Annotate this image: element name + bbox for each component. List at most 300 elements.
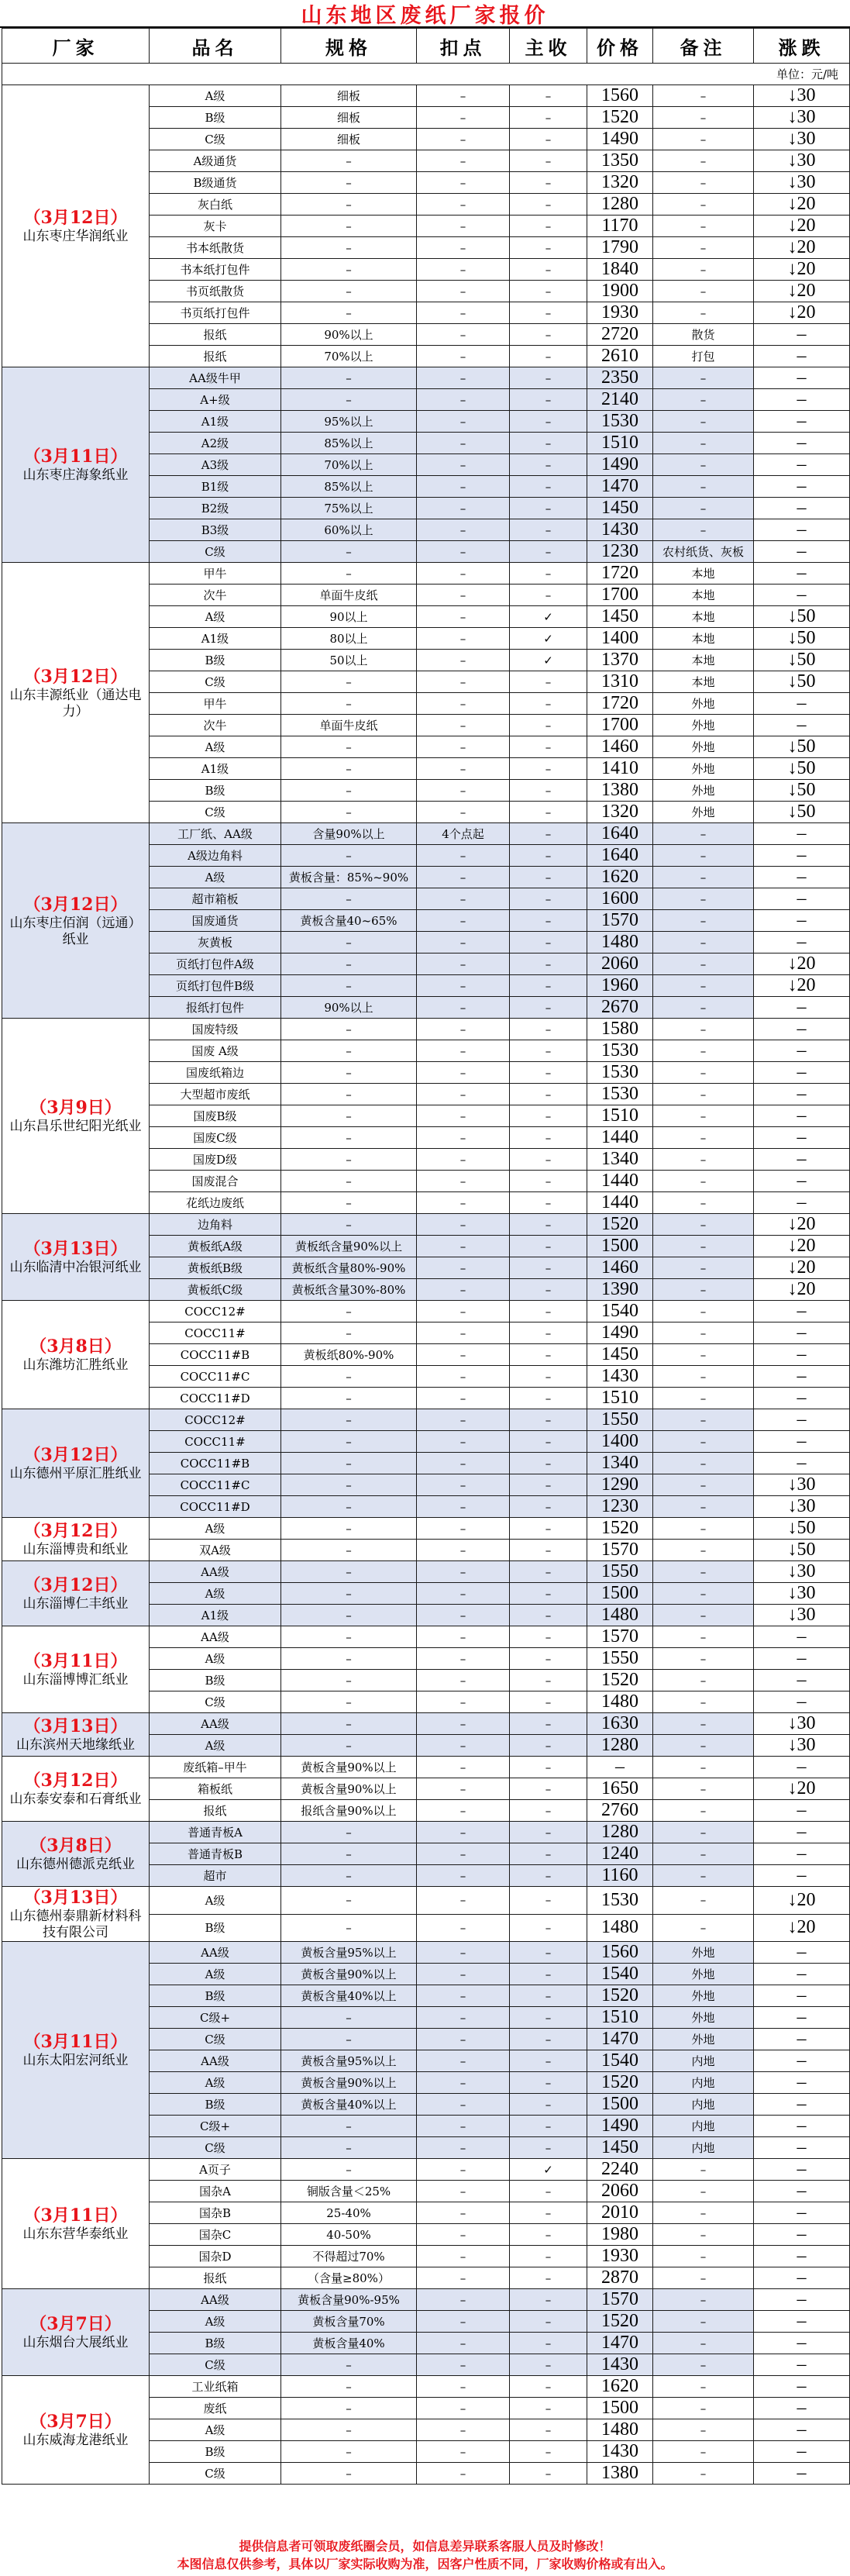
note: – xyxy=(653,1518,754,1540)
company-name: 山东德州德派克纸业 xyxy=(16,1857,135,1872)
deduction: – xyxy=(417,1474,510,1496)
price: 1450 xyxy=(587,498,653,519)
price-change: – xyxy=(754,2354,850,2376)
price-change: – xyxy=(754,2202,850,2224)
quote-date: （3月8日） xyxy=(29,1336,122,1357)
main-flag: – xyxy=(510,693,587,715)
main-flag: – xyxy=(510,1171,587,1192)
price-change: ↓30 xyxy=(754,1583,850,1605)
price-change: – xyxy=(754,693,850,715)
price: 1400 xyxy=(587,1431,653,1453)
spec: 70%以上 xyxy=(281,346,417,367)
price-change: ↓30 xyxy=(754,172,850,194)
spec: – xyxy=(281,2354,417,2376)
main-flag: – xyxy=(510,389,587,411)
spec: 95%以上 xyxy=(281,411,417,433)
deduction: – xyxy=(417,1561,510,1583)
header-note: 备注 xyxy=(653,29,754,64)
price: 1380 xyxy=(587,2463,653,2485)
deduction: – xyxy=(417,1257,510,1279)
spec: 25-40% xyxy=(281,2202,417,2224)
spec: 85%以上 xyxy=(281,433,417,454)
price-change: ↓30 xyxy=(754,1561,850,1583)
table-row xyxy=(2,1942,850,1964)
table-row xyxy=(2,1822,850,1843)
spec: 黄板含量90%以上 xyxy=(281,1778,417,1800)
note: – xyxy=(653,1561,754,1583)
main-flag: – xyxy=(510,1279,587,1301)
main-flag: – xyxy=(510,107,587,129)
price: – xyxy=(587,1757,653,1778)
spec: – xyxy=(281,1605,417,1626)
note: – xyxy=(653,259,754,281)
note: – xyxy=(653,411,754,433)
main-flag: – xyxy=(510,2398,587,2419)
product-name: AA级 xyxy=(150,2289,281,2311)
spec: – xyxy=(281,389,417,411)
note: 散货 xyxy=(653,324,754,346)
price: 1430 xyxy=(587,1366,653,1388)
company-name: 山东枣庄华润纸业 xyxy=(22,229,129,244)
spec: – xyxy=(281,2159,417,2181)
price-change: ↓50 xyxy=(754,606,850,628)
main-flag: – xyxy=(510,2202,587,2224)
price-change: – xyxy=(754,1084,850,1105)
deduction: – xyxy=(417,2419,510,2441)
deduction: – xyxy=(417,1279,510,1301)
note: – xyxy=(653,194,754,216)
product-name: B级 xyxy=(150,2094,281,2116)
price-change: ↓20 xyxy=(754,975,850,997)
price-change: – xyxy=(754,997,850,1019)
spec: 铜版含量＜25% xyxy=(281,2181,417,2202)
spec: – xyxy=(281,2398,417,2419)
deduction: – xyxy=(417,2137,510,2159)
deduction: – xyxy=(417,2007,510,2029)
note: – xyxy=(653,1474,754,1496)
main-flag: – xyxy=(510,910,587,932)
deduction: – xyxy=(417,1149,510,1171)
table-row xyxy=(2,85,850,107)
deduction: – xyxy=(417,1062,510,1084)
deduction: – xyxy=(417,498,510,519)
product-name: 国废D级 xyxy=(150,1149,281,1171)
product-name: 国废纸箱边 xyxy=(150,1062,281,1084)
product-name: 页纸打包件A级 xyxy=(150,953,281,975)
main-flag: – xyxy=(510,845,587,867)
price: 1510 xyxy=(587,2007,653,2029)
price: 1450 xyxy=(587,2137,653,2159)
spec: – xyxy=(281,1105,417,1127)
spec: 黄板含量40%以上 xyxy=(281,2094,417,2116)
note: 内地 xyxy=(653,2116,754,2137)
deduction: – xyxy=(417,758,510,780)
main-flag: – xyxy=(510,1735,587,1757)
product-name: 报纸 xyxy=(150,346,281,367)
spec: – xyxy=(281,1713,417,1735)
main-flag: – xyxy=(510,1605,587,1626)
product-name: C级 xyxy=(150,2354,281,2376)
table-row xyxy=(2,1301,850,1322)
price: 1430 xyxy=(587,2354,653,2376)
note: – xyxy=(653,1127,754,1149)
price: 1600 xyxy=(587,888,653,910)
main-flag: – xyxy=(510,1453,587,1474)
product-name: A级边角料 xyxy=(150,845,281,867)
product-name: C级+ xyxy=(150,2116,281,2137)
product-name: B3级 xyxy=(150,519,281,541)
price-change: ↓30 xyxy=(754,1735,850,1757)
note: – xyxy=(653,2441,754,2463)
note: – xyxy=(653,1366,754,1388)
spec: – xyxy=(281,2007,417,2029)
price: 1550 xyxy=(587,1409,653,1431)
product-name: 灰黄板 xyxy=(150,932,281,953)
note: 外地 xyxy=(653,715,754,736)
price: 1640 xyxy=(587,845,653,867)
price: 1320 xyxy=(587,802,653,823)
note: – xyxy=(653,129,754,150)
price-change: ↓20 xyxy=(754,1279,850,1301)
price: 1490 xyxy=(587,129,653,150)
deduction: – xyxy=(417,997,510,1019)
product-name: 黄板纸A级 xyxy=(150,1236,281,1257)
table-row xyxy=(2,1214,850,1236)
note: – xyxy=(653,367,754,389)
price: 1700 xyxy=(587,585,653,606)
note: – xyxy=(653,281,754,302)
note: – xyxy=(653,2354,754,2376)
deduction: – xyxy=(417,2181,510,2202)
spec: 黄板含量40~65% xyxy=(281,910,417,932)
note: – xyxy=(653,498,754,519)
main-flag: – xyxy=(510,1105,587,1127)
spec: – xyxy=(281,1670,417,1691)
product-name: 黄板纸B级 xyxy=(150,1257,281,1279)
table-row xyxy=(2,1409,850,1431)
deduction: – xyxy=(417,2029,510,2050)
price-change: – xyxy=(754,1843,850,1865)
price: 2350 xyxy=(587,367,653,389)
note: – xyxy=(653,1236,754,1257)
deduction: – xyxy=(417,107,510,129)
deduction: – xyxy=(417,1301,510,1322)
spec: – xyxy=(281,302,417,324)
note: – xyxy=(653,1540,754,1561)
product-name: 国废 A级 xyxy=(150,1040,281,1062)
price: 2140 xyxy=(587,389,653,411)
deduction: – xyxy=(417,2116,510,2137)
deduction: – xyxy=(417,2072,510,2094)
product-name: B级 xyxy=(150,1670,281,1691)
main-flag: – xyxy=(510,2333,587,2354)
header-company: 厂家 xyxy=(2,29,150,64)
product-name: 灰卡 xyxy=(150,216,281,237)
product-name: B级通货 xyxy=(150,172,281,194)
main-flag: – xyxy=(510,2072,587,2094)
quote-date: （3月13日） xyxy=(23,1888,128,1908)
deduction: – xyxy=(417,367,510,389)
note: – xyxy=(653,454,754,476)
note: 本地 xyxy=(653,563,754,585)
price-change: – xyxy=(754,715,850,736)
product-name: A级 xyxy=(150,1583,281,1605)
note: – xyxy=(653,1670,754,1691)
spec: – xyxy=(281,1019,417,1040)
spec: – xyxy=(281,1062,417,1084)
product-name: COCC12# xyxy=(150,1409,281,1431)
product-name: COCC11#C xyxy=(150,1366,281,1388)
product-name: A1级 xyxy=(150,628,281,650)
main-flag: – xyxy=(510,1540,587,1561)
main-flag: – xyxy=(510,1301,587,1322)
company-name: 山东东营华泰纸业 xyxy=(22,2226,129,2242)
note: – xyxy=(653,910,754,932)
unit-row xyxy=(2,64,850,85)
company-name: 山东德州平原汇胜纸业 xyxy=(9,1466,142,1481)
spec: – xyxy=(281,1561,417,1583)
spec: – xyxy=(281,780,417,802)
product-name: A3级 xyxy=(150,454,281,476)
product-name: AA级牛甲 xyxy=(150,367,281,389)
price-change: ↓20 xyxy=(754,953,850,975)
price-change: ↓20 xyxy=(754,302,850,324)
product-name: AA级 xyxy=(150,1942,281,1964)
spec: – xyxy=(281,888,417,910)
price: 1570 xyxy=(587,2289,653,2311)
product-name: AA级 xyxy=(150,1561,281,1583)
product-name: 灰白纸 xyxy=(150,194,281,216)
deduction: – xyxy=(417,237,510,259)
product-name: A级 xyxy=(150,1887,281,1915)
price-change: – xyxy=(754,1822,850,1843)
spec: – xyxy=(281,259,417,281)
price-change: – xyxy=(754,2311,850,2333)
spec: – xyxy=(281,367,417,389)
main-flag: – xyxy=(510,1865,587,1887)
company-cell xyxy=(2,1409,150,1518)
spec: 黄板纸含量30%-80% xyxy=(281,1279,417,1301)
header-change: 涨跌 xyxy=(754,29,850,64)
note: – xyxy=(653,1583,754,1605)
main-flag: – xyxy=(510,1942,587,1964)
deduction: – xyxy=(417,888,510,910)
price: 1280 xyxy=(587,1735,653,1757)
price-change: – xyxy=(754,389,850,411)
deduction: – xyxy=(417,1583,510,1605)
price: 1430 xyxy=(587,2441,653,2463)
spec: – xyxy=(281,1914,417,1942)
price-change: – xyxy=(754,346,850,367)
note: – xyxy=(653,1648,754,1670)
note: – xyxy=(653,1691,754,1713)
spec: – xyxy=(281,2376,417,2398)
price: 1280 xyxy=(587,194,653,216)
price-change: – xyxy=(754,367,850,389)
spec: 单面牛皮纸 xyxy=(281,585,417,606)
spec: – xyxy=(281,1301,417,1322)
note: – xyxy=(653,1843,754,1865)
main-flag: – xyxy=(510,129,587,150)
spec: – xyxy=(281,736,417,758)
product-name: 国杂B xyxy=(150,2202,281,2224)
price-change: ↓50 xyxy=(754,671,850,693)
price: 1620 xyxy=(587,867,653,888)
product-name: A级 xyxy=(150,736,281,758)
main-flag: – xyxy=(510,1518,587,1540)
deduction: – xyxy=(417,302,510,324)
deduction: – xyxy=(417,2246,510,2267)
deduction: – xyxy=(417,2354,510,2376)
deduction: – xyxy=(417,2311,510,2333)
note: – xyxy=(653,1409,754,1431)
price-change: – xyxy=(754,2007,850,2029)
deduction: – xyxy=(417,281,510,302)
deduction: – xyxy=(417,1626,510,1648)
deduction: – xyxy=(417,1735,510,1757)
price-change: – xyxy=(754,2289,850,2311)
price-change: – xyxy=(754,1409,850,1431)
deduction: – xyxy=(417,606,510,628)
spec: – xyxy=(281,1192,417,1214)
quote-date: （3月12日） xyxy=(23,894,128,915)
table-row xyxy=(2,2376,850,2398)
note: – xyxy=(653,867,754,888)
main-flag: – xyxy=(510,2267,587,2289)
table-row xyxy=(2,1887,850,1915)
main-flag: – xyxy=(510,1496,587,1518)
price-change: – xyxy=(754,845,850,867)
note: – xyxy=(653,2159,754,2181)
price-change: – xyxy=(754,910,850,932)
deduction: – xyxy=(417,2463,510,2485)
price-change: – xyxy=(754,1431,850,1453)
spec: – xyxy=(281,1149,417,1171)
note: 打包 xyxy=(653,346,754,367)
price-change: ↓50 xyxy=(754,780,850,802)
spec: 黄板纸含量90%以上 xyxy=(281,1236,417,1257)
deduction: – xyxy=(417,1214,510,1236)
price-change: – xyxy=(754,867,850,888)
product-name: C级 xyxy=(150,2029,281,2050)
note: – xyxy=(653,2246,754,2267)
price: 1520 xyxy=(587,107,653,129)
quote-date: （3月9日） xyxy=(29,1098,122,1118)
product-name: 国杂D xyxy=(150,2246,281,2267)
deduction: – xyxy=(417,650,510,671)
price: 1580 xyxy=(587,1019,653,1040)
product-name: B2级 xyxy=(150,498,281,519)
spec: – xyxy=(281,758,417,780)
unit-label: 单位：元/吨 xyxy=(2,64,850,85)
price-change: ↓30 xyxy=(754,150,850,172)
main-flag: – xyxy=(510,1344,587,1366)
product-name: C级+ xyxy=(150,2007,281,2029)
note: – xyxy=(653,1388,754,1409)
spec: – xyxy=(281,1496,417,1518)
spec: – xyxy=(281,802,417,823)
spec: 黄板纸含量80%-90% xyxy=(281,1257,417,1279)
price: 1500 xyxy=(587,1583,653,1605)
price-change: – xyxy=(754,411,850,433)
company-cell xyxy=(2,1214,150,1301)
deduction: – xyxy=(417,2441,510,2463)
note: 外地 xyxy=(653,758,754,780)
footer-line-1: 提供信息者可领取废纸圈会员，如信息差异联系客服人员及时修改！ xyxy=(239,2539,611,2554)
quote-date: （3月12日） xyxy=(23,1445,128,1465)
deduction: – xyxy=(417,953,510,975)
note: – xyxy=(653,2398,754,2419)
spec: 黄板含量40%以上 xyxy=(281,1985,417,2007)
price-change: – xyxy=(754,2137,850,2159)
deduction: – xyxy=(417,2398,510,2419)
main-flag: – xyxy=(510,1914,587,1942)
main-flag: – xyxy=(510,2224,587,2246)
deduction: – xyxy=(417,1084,510,1105)
note: – xyxy=(653,1713,754,1735)
note: – xyxy=(653,1605,754,1626)
price: 1520 xyxy=(587,1985,653,2007)
price: 2870 xyxy=(587,2267,653,2289)
spec: – xyxy=(281,2029,417,2050)
company-cell xyxy=(2,1518,150,1561)
product-name: A页子 xyxy=(150,2159,281,2181)
main-flag: – xyxy=(510,2137,587,2159)
company-cell xyxy=(2,823,150,1019)
price: 1900 xyxy=(587,281,653,302)
price-change: – xyxy=(754,2333,850,2354)
price: 2720 xyxy=(587,324,653,346)
price: 1960 xyxy=(587,975,653,997)
price-change: – xyxy=(754,563,850,585)
main-flag: – xyxy=(510,1236,587,1257)
price: 1530 xyxy=(587,1040,653,1062)
quote-date: （3月12日） xyxy=(23,1521,128,1541)
product-name: COCC11#D xyxy=(150,1496,281,1518)
deduction: – xyxy=(417,1431,510,1453)
product-name: B级 xyxy=(150,2441,281,2463)
deduction: – xyxy=(417,1713,510,1735)
price: 1450 xyxy=(587,1344,653,1366)
main-flag: ✓ xyxy=(510,628,587,650)
spec: 60%以上 xyxy=(281,519,417,541)
main-flag: – xyxy=(510,585,587,606)
note: – xyxy=(653,997,754,1019)
price: 1540 xyxy=(587,1964,653,1985)
main-flag: – xyxy=(510,1409,587,1431)
spec: 黄板含量70% xyxy=(281,2311,417,2333)
spec: – xyxy=(281,1127,417,1149)
company-name: 山东淄博博汇纸业 xyxy=(22,1672,129,1688)
company-cell xyxy=(2,1561,150,1626)
price-change: ↓50 xyxy=(754,802,850,823)
deduction: – xyxy=(417,1344,510,1366)
product-name: 甲牛 xyxy=(150,693,281,715)
price-rows xyxy=(2,85,850,2485)
note: – xyxy=(653,953,754,975)
main-flag: – xyxy=(510,715,587,736)
company-cell xyxy=(2,1757,150,1822)
company-cell xyxy=(2,563,150,823)
spec: – xyxy=(281,541,417,563)
price: 1650 xyxy=(587,1778,653,1800)
note: – xyxy=(653,888,754,910)
note: – xyxy=(653,1257,754,1279)
price: 1630 xyxy=(587,1713,653,1735)
price: 1570 xyxy=(587,910,653,932)
spec: – xyxy=(281,237,417,259)
main-flag: – xyxy=(510,433,587,454)
